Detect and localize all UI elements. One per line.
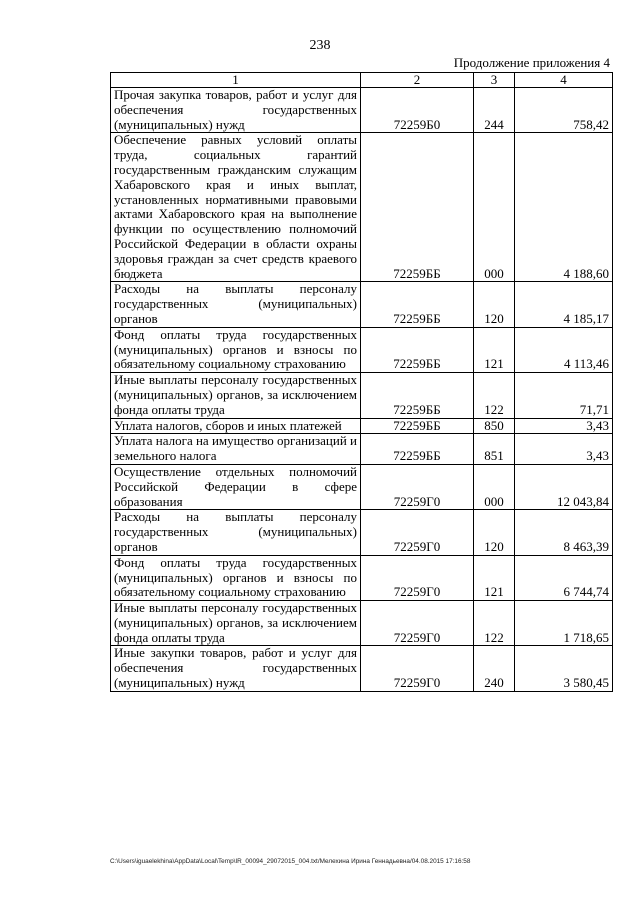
row-name: Прочая закупка товаров, работ и услуг для обеспечения государственных (муниципальных) нужд	[111, 88, 361, 133]
row-code: 72259Г0	[361, 555, 474, 600]
row-sum: 12 043,84	[515, 464, 613, 509]
table-row	[111, 373, 613, 418]
row-name: Иные выплаты персоналу государственных (муниципальных) органов, за исключением фонда оплаты труда	[111, 601, 361, 646]
header-cell-sum: 4	[515, 73, 613, 88]
table-row	[111, 646, 613, 691]
row-name: Осуществление отдельных полномочий Российской Федерации в сфере образования	[111, 464, 361, 509]
row-code: 72259ББ	[361, 327, 474, 372]
row-code: 72259Г0	[361, 601, 474, 646]
table-row	[111, 327, 613, 372]
row-code: 72259Г0	[361, 464, 474, 509]
budget-table	[110, 72, 613, 692]
row-code: 72259Г0	[361, 510, 474, 555]
table-row	[111, 133, 613, 282]
table-row	[111, 464, 613, 509]
table-row	[111, 418, 613, 434]
row-type: 122	[474, 601, 515, 646]
header-cell-type: 3	[474, 73, 515, 88]
row-name: Фонд оплаты труда государственных (муниципальных) органов и взносы по обязательному социальному страхованию	[111, 327, 361, 372]
row-type: 120	[474, 510, 515, 555]
row-code: 72259ББ	[361, 418, 474, 434]
row-type: 120	[474, 282, 515, 327]
row-name: Уплата налогов, сборов и иных платежей	[111, 418, 361, 434]
row-type: 122	[474, 373, 515, 418]
row-sum: 4 188,60	[515, 133, 613, 282]
page-number: 238	[309, 38, 331, 53]
row-type: 851	[474, 434, 515, 465]
table-row	[111, 88, 613, 133]
row-name: Иные выплаты персоналу государственных (муниципальных) органов, за исключением фонда оплаты труда	[111, 373, 361, 418]
row-name: Обеспечение равных условий оплаты труда, социальных гарантий государственным гражданским служащим Хабаровского края и иных выплат, установленных нормативными правовыми актами Хабаровского края на выполнение функции по осуществлению полномочий Российской Федерации в области охраны здоровья граждан за счет средств краевого бюджета	[111, 133, 361, 282]
continuation-label: Продолжение приложения 4	[453, 55, 610, 70]
row-type: 240	[474, 646, 515, 691]
row-code: 72259Г0	[361, 646, 474, 691]
document-path-footer: C:\Users\iguaelekhina\AppData\Local\Temp\IR_00094_29072015_004.txt/Мелехина Ирина Геннадьевна/04.08.2015 17:16:58	[110, 858, 471, 865]
row-sum: 6 744,74	[515, 555, 613, 600]
table-row	[111, 601, 613, 646]
row-code: 72259ББ	[361, 373, 474, 418]
row-name: Уплата налога на имущество организаций и земельного налога	[111, 434, 361, 465]
row-sum: 3,43	[515, 434, 613, 465]
row-sum: 3,43	[515, 418, 613, 434]
header-row	[111, 73, 613, 88]
row-name: Фонд оплаты труда государственных (муниципальных) органов и взносы по обязательному социальному страхованию	[111, 555, 361, 600]
row-sum: 71,71	[515, 373, 613, 418]
header-cell-code: 2	[361, 73, 474, 88]
row-type: 244	[474, 88, 515, 133]
row-type: 850	[474, 418, 515, 434]
header-cell-name: 1	[111, 73, 361, 88]
table-row	[111, 555, 613, 600]
row-name: Иные закупки товаров, работ и услуг для обеспечения государственных (муниципальных) нужд	[111, 646, 361, 691]
row-code: 72259ББ	[361, 282, 474, 327]
row-code: 72259ББ	[361, 133, 474, 282]
row-sum: 1 718,65	[515, 601, 613, 646]
row-code: 72259ББ	[361, 434, 474, 465]
table-row	[111, 434, 613, 465]
row-type: 121	[474, 555, 515, 600]
row-sum: 758,42	[515, 88, 613, 133]
row-name: Расходы на выплаты персоналу государственных (муниципальных) органов	[111, 282, 361, 327]
row-sum: 8 463,39	[515, 510, 613, 555]
row-sum: 4 113,46	[515, 327, 613, 372]
table-row	[111, 510, 613, 555]
row-sum: 4 185,17	[515, 282, 613, 327]
row-code: 72259Б0	[361, 88, 474, 133]
row-name: Расходы на выплаты персоналу государственных (муниципальных) органов	[111, 510, 361, 555]
row-type: 000	[474, 133, 515, 282]
table-row	[111, 282, 613, 327]
row-sum: 3 580,45	[515, 646, 613, 691]
row-type: 000	[474, 464, 515, 509]
row-type: 121	[474, 327, 515, 372]
